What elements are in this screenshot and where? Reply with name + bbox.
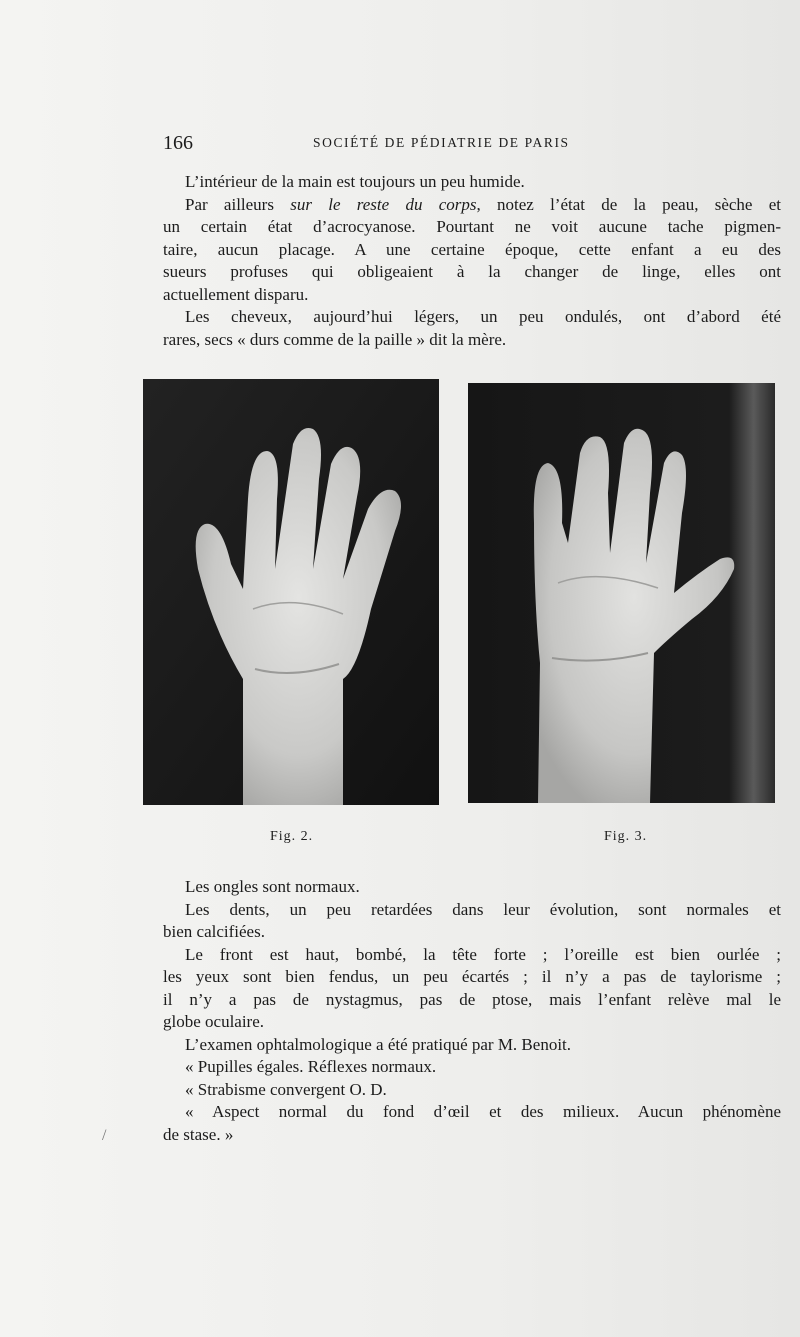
figure-3-caption: Fig. 3. [604, 829, 648, 844]
paragraph [163, 171, 781, 194]
text-line: L’examen ophtalmologique a été pratiqué par M. Benoit. [185, 1034, 572, 1054]
page-number: 166 [163, 132, 193, 154]
text-line: de stase. » [163, 1124, 234, 1144]
text-line: « Aspect normal du fond d’œil et des milieux. Aucun phénomène [185, 1102, 781, 1121]
text-line: « Pupilles égales. Réflexes normaux. [185, 1057, 437, 1076]
emphasis: sur le reste du corps [290, 194, 477, 214]
page-header [163, 132, 611, 156]
text-line: sueurs profuses qui obligeaient à la changer de linge, elles ont [163, 262, 781, 281]
text-line: un certain état d’acrocyanose. Pourtant ne voit aucune tache pigmen- [163, 217, 781, 236]
hand-photo-illustration [468, 383, 775, 803]
paragraph [163, 1056, 781, 1079]
text-line [163, 194, 781, 217]
text-line: il n’y a pas de nystagmus, pas de ptose, mais l’enfant relève mal le [163, 989, 781, 1009]
text-line: « Strabisme convergent O. D. [185, 1079, 387, 1099]
text-line: Les dents, un peu retardées dans leur évolution, sont normales et [185, 899, 781, 919]
text-line: L’intérieur de la main est toujours un peu humide. [185, 172, 525, 191]
text-line: Les cheveux, aujourd’hui légers, un peu ondulés, ont d’abord été [185, 307, 781, 326]
paragraph [163, 944, 781, 1034]
text-line: bien calcifiées. [163, 922, 265, 941]
text-line: globe oculaire. [163, 1012, 265, 1031]
text-segment: Par ailleurs [185, 194, 291, 214]
text-line: Le front est haut, bombé, la tête forte ; l’oreille est bien ourlée ; [185, 944, 781, 964]
margin-mark: / [102, 1127, 107, 1144]
text-line: les yeux sont bien fendus, un peu écartés ; il n’y a pas de taylorisme ; [163, 967, 781, 986]
running-title: SOCIÉTÉ DE PÉDIATRIE DE PARIS [313, 135, 570, 150]
paragraph [163, 194, 781, 307]
paragraph [163, 876, 781, 899]
paragraph [163, 1101, 781, 1146]
top-text-block [163, 171, 781, 351]
bottom-text-block [163, 876, 781, 1146]
text-line: rares, secs « durs comme de la paille » dit la mère. [163, 329, 507, 349]
paragraph [163, 899, 781, 944]
text-segment: , notez l’état de la peau, sèche et [476, 194, 781, 214]
text-line: Les ongles sont normaux. [185, 877, 360, 896]
text-line: taire, aucun placage. A une certaine époque, cette enfant a eu des [163, 239, 781, 259]
figure-2-hand-photo [143, 379, 439, 805]
paragraph [163, 306, 781, 351]
paragraph [163, 1034, 781, 1057]
paragraph [163, 1079, 781, 1102]
hand-photo-illustration [143, 379, 439, 805]
figure-3-hand-photo [468, 383, 775, 803]
figure-2-caption: Fig. 2. [270, 829, 314, 844]
text-line: actuellement disparu. [163, 284, 309, 304]
